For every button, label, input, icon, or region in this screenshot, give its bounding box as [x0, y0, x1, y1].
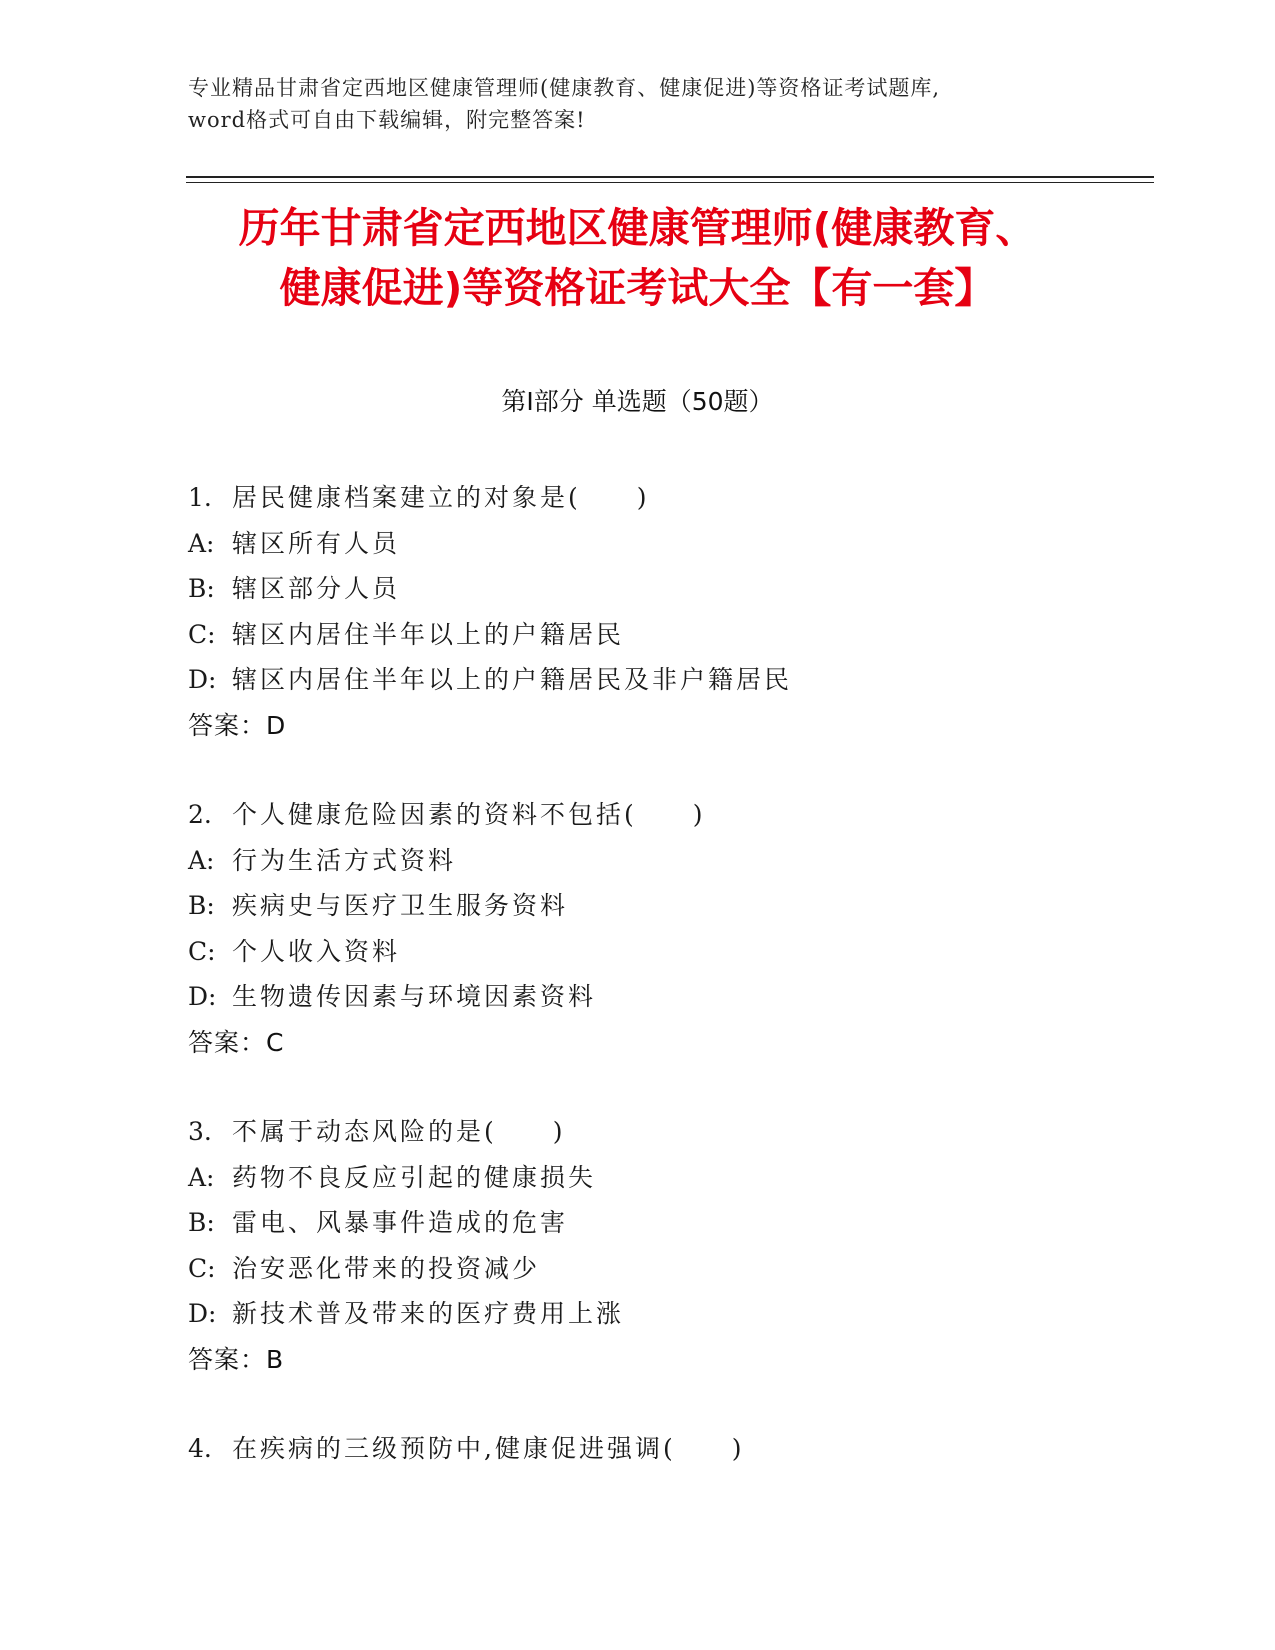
option-text: 辖区部分人员	[232, 574, 401, 603]
question-number: 2.	[188, 800, 212, 829]
option-key: D:	[188, 665, 217, 694]
question-text: 个人健康危险因素的资料不包括( )	[232, 800, 706, 829]
question-stem	[188, 792, 1148, 838]
option-key: A:	[188, 528, 215, 558]
option-text: 辖区所有人员	[232, 528, 401, 558]
question-stem	[188, 475, 1148, 521]
option-b	[188, 883, 1148, 929]
option-c	[188, 612, 1148, 658]
document-title	[0, 198, 1275, 318]
option-key: B:	[188, 574, 215, 603]
option-text: 治安恶化带来的投资减少	[232, 1253, 541, 1283]
option-text: 行为生活方式资料	[232, 845, 457, 875]
option-text: 个人收入资料	[232, 936, 401, 966]
question-number: 1.	[188, 483, 212, 512]
answer-line: 答案：D	[188, 710, 287, 740]
question-list	[188, 475, 1148, 1472]
question-stem	[188, 1109, 1148, 1155]
question-2	[188, 792, 1148, 1109]
option-a	[188, 1155, 1148, 1201]
option-c	[188, 929, 1148, 975]
header-divider-thick	[186, 176, 1154, 178]
option-key: A:	[188, 1162, 215, 1192]
question-stem	[188, 1426, 1148, 1472]
option-text: 辖区内居住半年以上的户籍居民及非户籍居民	[232, 665, 793, 694]
question-number: 4.	[188, 1434, 212, 1463]
option-key: C:	[188, 1253, 216, 1283]
option-key: B:	[188, 1208, 215, 1237]
header-note-line-1: 专业精品甘肃省定西地区健康管理师(健康教育、健康促进)等资格证考试题库,	[188, 76, 941, 100]
option-b	[188, 566, 1148, 612]
option-text: 辖区内居住半年以上的户籍居民	[232, 619, 625, 649]
option-text: 疾病史与医疗卫生服务资料	[232, 891, 569, 920]
question-1	[188, 475, 1148, 792]
question-text: 在疾病的三级预防中,健康促进强调( )	[232, 1434, 745, 1463]
document-title-line-1: 历年甘肃省定西地区健康管理师(健康教育、	[238, 204, 1037, 252]
option-b	[188, 1200, 1148, 1246]
question-text: 居民健康档案建立的对象是( )	[232, 483, 650, 512]
option-key: B:	[188, 891, 215, 920]
option-d	[188, 974, 1148, 1020]
option-c	[188, 1246, 1148, 1292]
question-4	[188, 1426, 1148, 1472]
question-number: 3.	[188, 1117, 212, 1146]
header-note-line-2: word格式可自由下载编辑，附完整答案!	[188, 108, 586, 132]
option-key: C:	[188, 936, 216, 966]
option-text: 雷电、风暴事件造成的危害	[232, 1208, 569, 1237]
answer-line: 答案：B	[188, 1344, 285, 1374]
option-a	[188, 838, 1148, 884]
section-title: 第Ⅰ部分 单选题（50题）	[501, 387, 774, 416]
option-text: 生物遗传因素与环境因素资料	[232, 982, 597, 1011]
header-note	[188, 72, 1088, 136]
document-title-line-2: 健康促进)等资格证考试大全【有一套】	[279, 264, 996, 312]
answer-line: 答案：C	[188, 1027, 285, 1057]
option-key: D:	[188, 982, 217, 1011]
option-key: A:	[188, 845, 215, 875]
header-divider-thin	[186, 182, 1154, 183]
option-d	[188, 1291, 1148, 1337]
option-text: 新技术普及带来的医疗费用上涨	[232, 1299, 625, 1328]
question-3	[188, 1109, 1148, 1426]
option-key: D:	[188, 1299, 217, 1328]
option-d	[188, 657, 1148, 703]
option-key: C:	[188, 619, 216, 649]
question-text: 不属于动态风险的是( )	[232, 1117, 566, 1146]
option-a	[188, 521, 1148, 567]
option-text: 药物不良反应引起的健康损失	[232, 1162, 597, 1192]
